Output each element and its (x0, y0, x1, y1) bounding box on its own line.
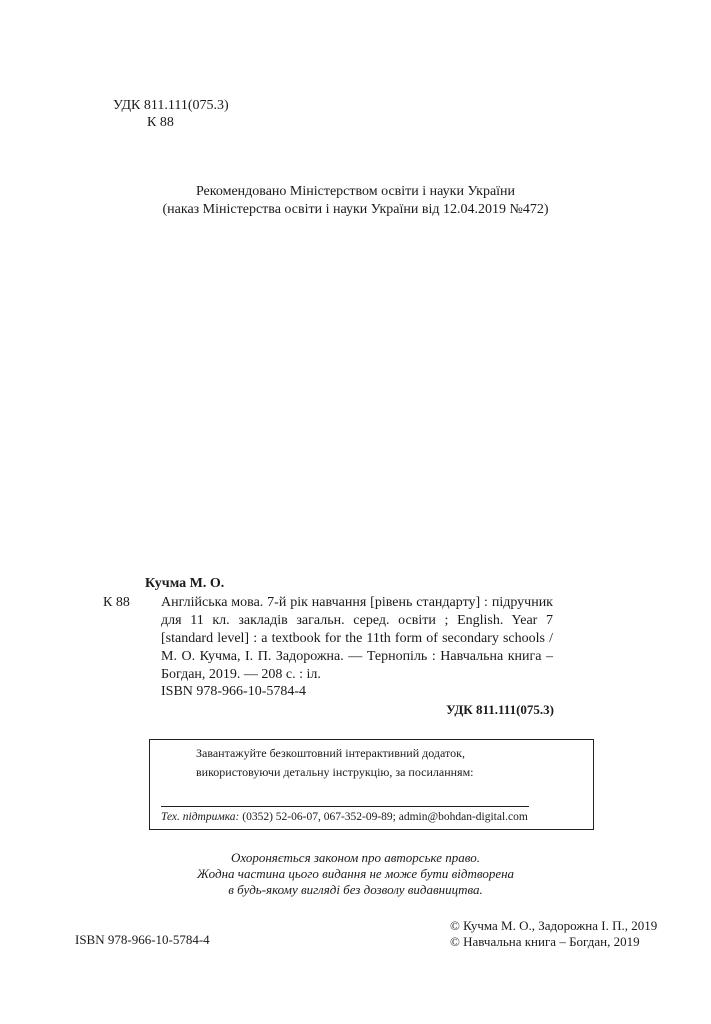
support-contacts: (0352) 52-06-07, 067-352-09-89; admin@bohdan-digital.com (239, 811, 528, 823)
footer-copyright-publisher: © Навчальна книга – Богдан, 2019 (450, 934, 640, 949)
download-box-line-2: використовуючи детальну інструкцію, за посиланням: (196, 765, 474, 779)
support-line (161, 811, 528, 823)
recommendation-line-1: Рекомендовано Міністерством освіти і науки України (195, 184, 516, 199)
rights-line-2: Жодна частина цього видання не може бути відтворена (196, 866, 515, 881)
footer-copyright-authors: © Кучма М. О., Задорожна І. П., 2019 (450, 918, 658, 933)
footer-isbn: ISBN 978-966-10-5784-4 (75, 932, 210, 947)
download-box-line-1: Завантажуйте безкоштовний інтерактивний додаток, (196, 746, 465, 760)
catalog-author: Кучма М. О. (145, 576, 225, 591)
divider (161, 806, 529, 807)
catalog-udc: УДК 811.111(075.3) (446, 702, 554, 717)
rights-line-3: в будь-якому вигляді без дозволу видавництва. (228, 882, 483, 897)
header-classification: К 88 (147, 115, 174, 130)
catalog-description: Англійська мова. 7-й рік навчання [рівень стандарту] : підручник для 11 кл. закладів загальн. серед. освіти ; English. Year 7 [standard level] : a textbook for the 11th form of secondary schools / М. О. Кучма, І. П. Задорожна. — Тернопіль : Навчальна книга – Богдан, 2019. — 208 с. : іл. (161, 595, 553, 682)
catalog-isbn: ISBN 978-966-10-5784-4 (161, 684, 307, 699)
support-label: Тех. підтримка: (161, 811, 240, 823)
rights-line-1: Охороняється законом про авторське право. (231, 850, 480, 865)
recommendation-line-2: (наказ Міністерства освіти і науки України від 12.04.2019 №472) (162, 202, 549, 217)
download-box (149, 739, 594, 830)
catalog-classification: К 88 (103, 595, 130, 610)
header-udc: УДК 811.111(075.3) (113, 98, 229, 113)
